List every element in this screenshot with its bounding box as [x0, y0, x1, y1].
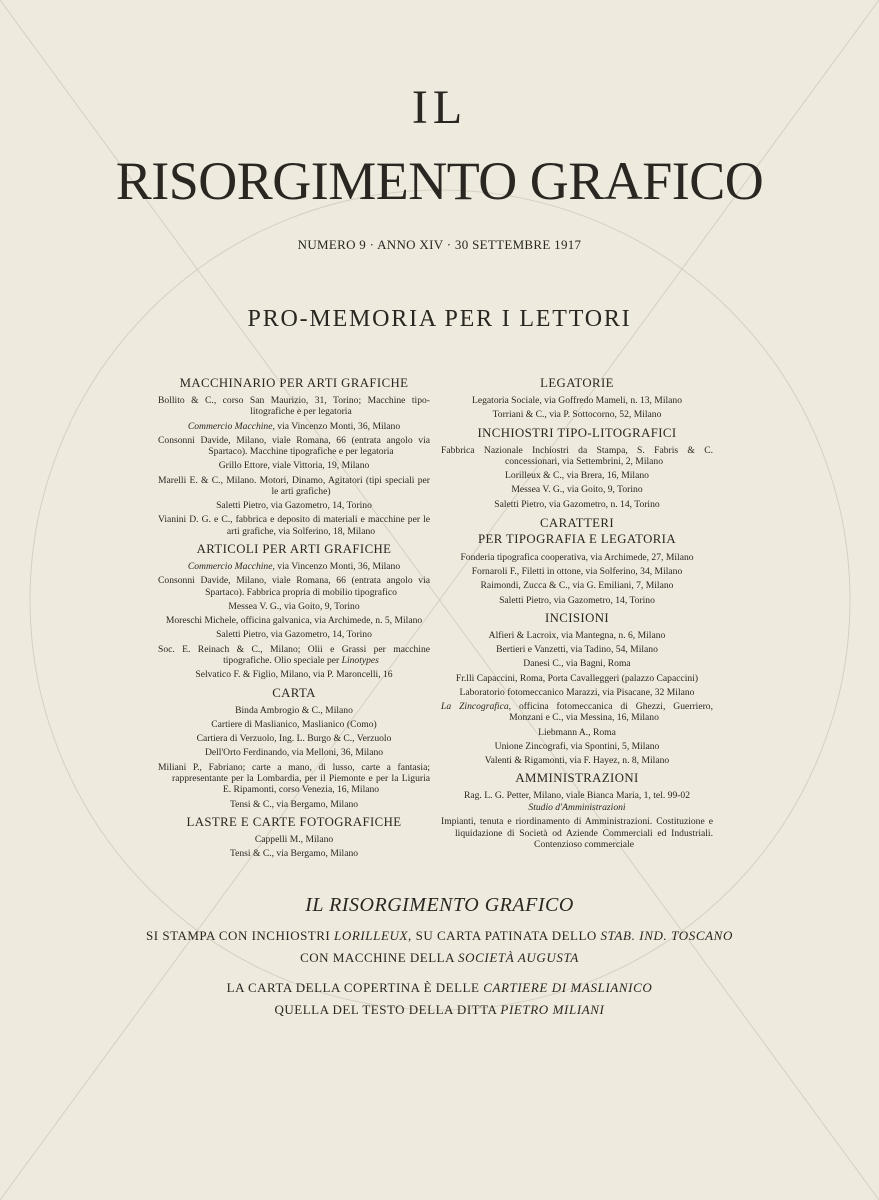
- list-item: Consonni Davide, Milano, viale Romana, 66 (entrata angolo via Spartaco). Fabbrica propria di mobilio tipografico: [158, 575, 430, 598]
- heading-amministrazioni: AMMINISTRAZIONI: [515, 771, 639, 786]
- list-item: Valenti & Rigamonti, via F. Hayez, n. 8, Milano: [484, 755, 670, 767]
- section-title: PRO-MEMORIA PER I LETTORI: [247, 306, 632, 332]
- footer-title: IL RISORGIMENTO GRAFICO: [305, 894, 574, 916]
- heading-caratteri-line2: PER TIPOGRAFIA E LEGATORIA: [478, 532, 676, 547]
- right-column: [441, 376, 713, 853]
- list-item: Fabbrica Nazionale Inchiostri da Stampa, S. Fabris & C. concessionari, via Settembrini, 2, Milano: [441, 444, 713, 468]
- list-item: Liebmann A., Roma: [538, 726, 616, 738]
- list-item: Torriani & C., via P. Sottocorno, 52, Milano: [492, 409, 662, 421]
- list-item: Fornaroli F., Filetti in ottone, via Solferino, 34, Milano: [471, 566, 683, 578]
- list-item: Miliani P., Fabriano; carte a mano, di lusso, carte a fantasia; rappresentante per la Lombardia, per il Piemonte e per la Liguria E. Ripamonti, corso Venezia, 16, Milano: [158, 761, 430, 796]
- list-item: Saletti Pietro, via Gazometro, 14, Torino: [499, 594, 655, 606]
- list-item: Legatoria Sociale, via Goffredo Mameli, n. 13, Milano: [471, 395, 683, 406]
- list-item: Marelli E. & C., Milano. Motori, Dinamo, Agitatori (tipi speciali per le arti grafiche): [158, 474, 430, 498]
- list-item: Fr.lli Capaccini, Roma, Porta Cavalleggeri (palazzo Capaccini): [455, 672, 699, 684]
- list-item: Tensi & C., via Bergamo, Milano: [229, 798, 359, 810]
- list-item: Tensi & C., via Bergamo, Milano: [229, 848, 359, 860]
- list-item: Impianti, tenuta e riordinamento di Amministrazioni. Costituzione e liquidazione di Società od Aziende Commerciali ed Industriali. Contenzioso commerciale: [441, 816, 713, 850]
- list-item: Rag. L. G. Petter, Milano, viale Bianca Maria, 1, tel. 99-02 Studio d'Amministrazioni: [463, 790, 691, 813]
- list-item: Messea V. G., via Goito, 9, Torino: [228, 601, 360, 613]
- list-item: Grillo Ettore, viale Vittoria, 19, Milano: [218, 460, 370, 472]
- heading-caratteri: [441, 515, 713, 547]
- list-item: Binda Ambrogio & C., Milano: [235, 704, 353, 716]
- list-item: Cartiera di Verzuolo, Ing. L. Burgo & C., Verzuolo: [196, 733, 392, 745]
- list-item: Saletti Pietro, via Gazometro, 14, Torino: [216, 629, 372, 641]
- list-item: Vianini D. G. e C., fabbrica e deposito di materiali e macchine per le arti grafiche, via Solferino, 18, Milano: [158, 514, 430, 537]
- footer-line-4: QUELLA DEL TESTO DELLA DITTA PIETRO MILIANI: [274, 1002, 605, 1017]
- heading-legatorie: LEGATORIE: [540, 376, 614, 390]
- issue-line: NUMERO 9 · ANNO XIV · 30 SETTEMBRE 1917: [297, 237, 582, 252]
- list-item: Bertieri e Vanzetti, via Tadino, 54, Milano: [496, 644, 658, 656]
- heading-caratteri-line1: CARATTERI: [540, 516, 614, 531]
- list-item: Danesi C., via Bagni, Roma: [523, 658, 631, 670]
- heading-carta: CARTA: [272, 685, 316, 700]
- list-item: Cappelli M., Milano: [254, 833, 334, 845]
- list-item: Bollito & C., corso San Maurizio, 31, Torino; Macchine tipo-litografiche e per legatoria: [158, 395, 430, 418]
- list-item: Saletti Pietro, via Gazometro, 14, Torino: [216, 500, 372, 512]
- list-item: Consonni Davide, Milano, viale Romana, 66 (entrata angolo via Spartaco). Macchine tipografiche e per legatoria: [158, 434, 430, 458]
- list-item: Selvatico F. & Figlio, Milano, via P. Maroncelli, 16: [195, 669, 393, 681]
- footer-line-1: SI STAMPA CON INCHIOSTRI LORILLEUX, SU CARTA PATINATA DELLO STAB. IND. TOSCANO: [146, 928, 733, 943]
- list-item: Soc. E. Reinach & C., Milano; Olii e Grassi per macchine tipografiche. Olio speciale per Linotypes: [158, 643, 430, 667]
- list-item: Commercio Macchine, via Vincenzo Monti, 36, Milano: [187, 420, 401, 432]
- heading-inchiostri: INCHIOSTRI TIPO-LITOGRAFICI: [477, 425, 677, 440]
- list-item: Lorilleux & C., via Brera, 16, Milano: [505, 470, 649, 482]
- list-item: Unione Zincografi, via Spontini, 5, Milano: [494, 740, 660, 752]
- list-item: Alfieri & Lacroix, via Mantegna, n. 6, Milano: [488, 630, 666, 642]
- list-item: La Zincografica, officina fotomeccanica di Ghezzi, Guerriero, Monzani e C., via Messina, 16, Milano: [441, 701, 713, 724]
- masthead-title: RISORGIMENTO GRAFICO: [115, 151, 764, 211]
- left-column: [158, 376, 430, 862]
- footer-line-2: CON MACCHINE DELLA SOCIETÀ AUGUSTA: [300, 950, 579, 965]
- list-item: Raimondi, Zucca & C., via G. Emiliani, 7, Milano: [480, 580, 674, 592]
- list-item: Saletti Pietro, via Gazometro, n. 14, Torino: [494, 498, 660, 510]
- list-item: Laboratorio fotomeccanico Marazzi, via Pisacane, 32 Milano: [459, 686, 695, 698]
- list-item: Messea V. G., via Goito, 9, Torino: [511, 484, 643, 496]
- heading-lastre: LASTRE E CARTE FOTOGRAFICHE: [186, 814, 402, 829]
- heading-articoli: ARTICOLI PER ARTI GRAFICHE: [196, 542, 392, 557]
- footer-line-3: LA CARTA DELLA COPERTINA È DELLE CARTIERE DI MASLIANICO: [226, 980, 653, 995]
- heading-macchinario: MACCHINARIO PER ARTI GRAFICHE: [179, 376, 409, 390]
- list-item: Cartiere di Maslianico, Maslianico (Como): [211, 718, 377, 730]
- heading-incisioni: INCISIONI: [544, 611, 610, 626]
- list-item: Moreschi Michele, officina galvanica, via Archimede, n. 5, Milano: [165, 615, 423, 627]
- list-item: Commercio Macchine, via Vincenzo Monti, 36, Milano: [187, 561, 401, 573]
- list-item: Fonderia tipografica cooperativa, via Archimede, 27, Milano: [460, 552, 694, 564]
- masthead-il: IL: [411, 81, 468, 134]
- list-item: Dell'Orto Ferdinando, via Melloni, 36, Milano: [204, 747, 384, 759]
